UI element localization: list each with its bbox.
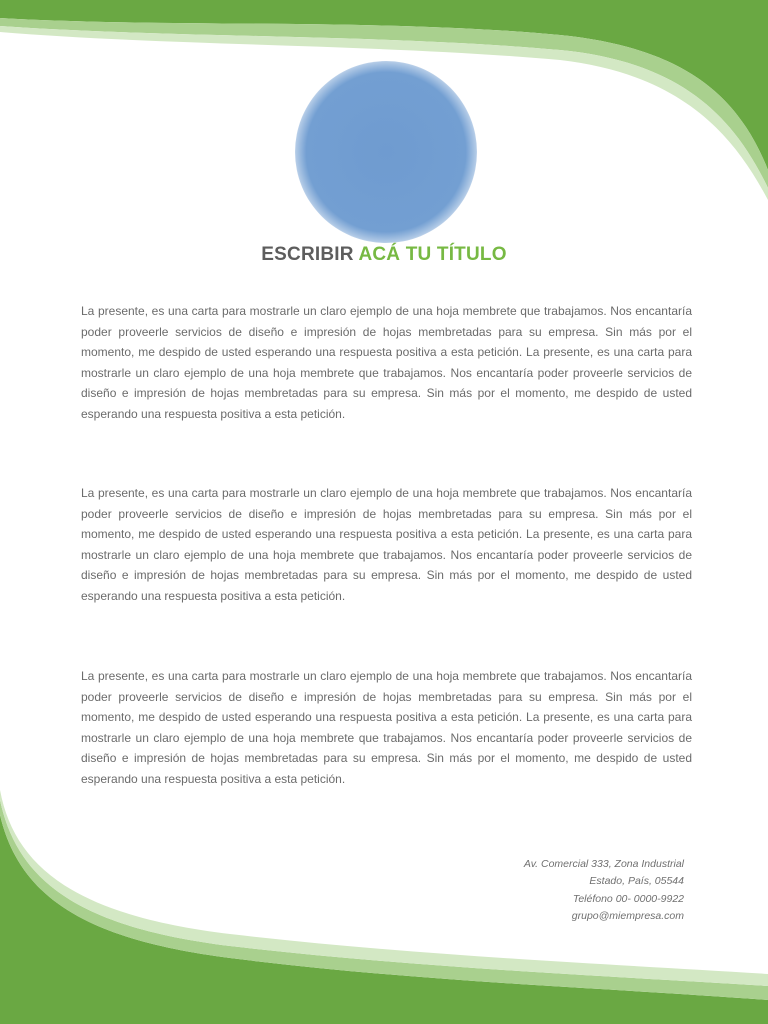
body-paragraph-2: La presente, es una carta para mostrarle un claro ejemplo de una hoja membrete que trabajamos. Nos encantaría poder proveerle servicios de diseño e impresión de hojas membretadas para su empresa. Sin más por el momento, me despido de usted esperando una respuesta positiva a esta petición. La presente, es una carta para mostrarle un claro ejemplo de una hoja membrete que trabajamos. Nos encantaría poder proveerle servicios de diseño e impresión de hojas membretadas para su empresa. Sin más por el momento, me despido de usted esperando una respuesta positiva a esta petición. (81, 486, 692, 603)
address-email: grupo@miempresa.com (571, 909, 684, 922)
page-title (0, 244, 768, 266)
address-phone: Teléfono 00- 0000-9922 (572, 892, 684, 905)
company-address-block (384, 856, 684, 925)
logo-circle-placeholder (295, 61, 477, 243)
title-part-accent: ACÁ TU TÍTULO (358, 244, 507, 265)
body-paragraph-3: La presente, es una carta para mostrarle un claro ejemplo de una hoja membrete que trabajamos. Nos encantaría poder proveerle servicios de diseño e impresión de hojas membretadas para su empresa. Sin más por el momento, me despido de usted esperando una respuesta positiva a esta petición. La presente, es una carta para mostrarle un claro ejemplo de una hoja membrete que trabajamos. Nos encantaría poder proveerle servicios de diseño e impresión de hojas membretadas para su empresa. Sin más por el momento, me despido de usted esperando una respuesta positiva a esta petición. (81, 669, 692, 786)
address-street: Av. Comercial 333, Zona Industrial (523, 858, 684, 870)
address-region: Estado, País, 05544 (589, 875, 684, 888)
body-paragraph-1: La presente, es una carta para mostrarle un claro ejemplo de una hoja membrete que trabajamos. Nos encantaría poder proveerle servicios de diseño e impresión de hojas membretadas para su empresa. Sin más por el momento, me despido de usted esperando una respuesta positiva a esta petición. La presente, es una carta para mostrarle un claro ejemplo de una hoja membrete que trabajamos. Nos encantaría poder proveerle servicios de diseño e impresión de hojas membretadas para su empresa. Sin más por el momento, me despido de usted esperando una respuesta positiva a esta petición. (81, 304, 692, 421)
title-part-dark: ESCRIBIR (261, 244, 354, 265)
